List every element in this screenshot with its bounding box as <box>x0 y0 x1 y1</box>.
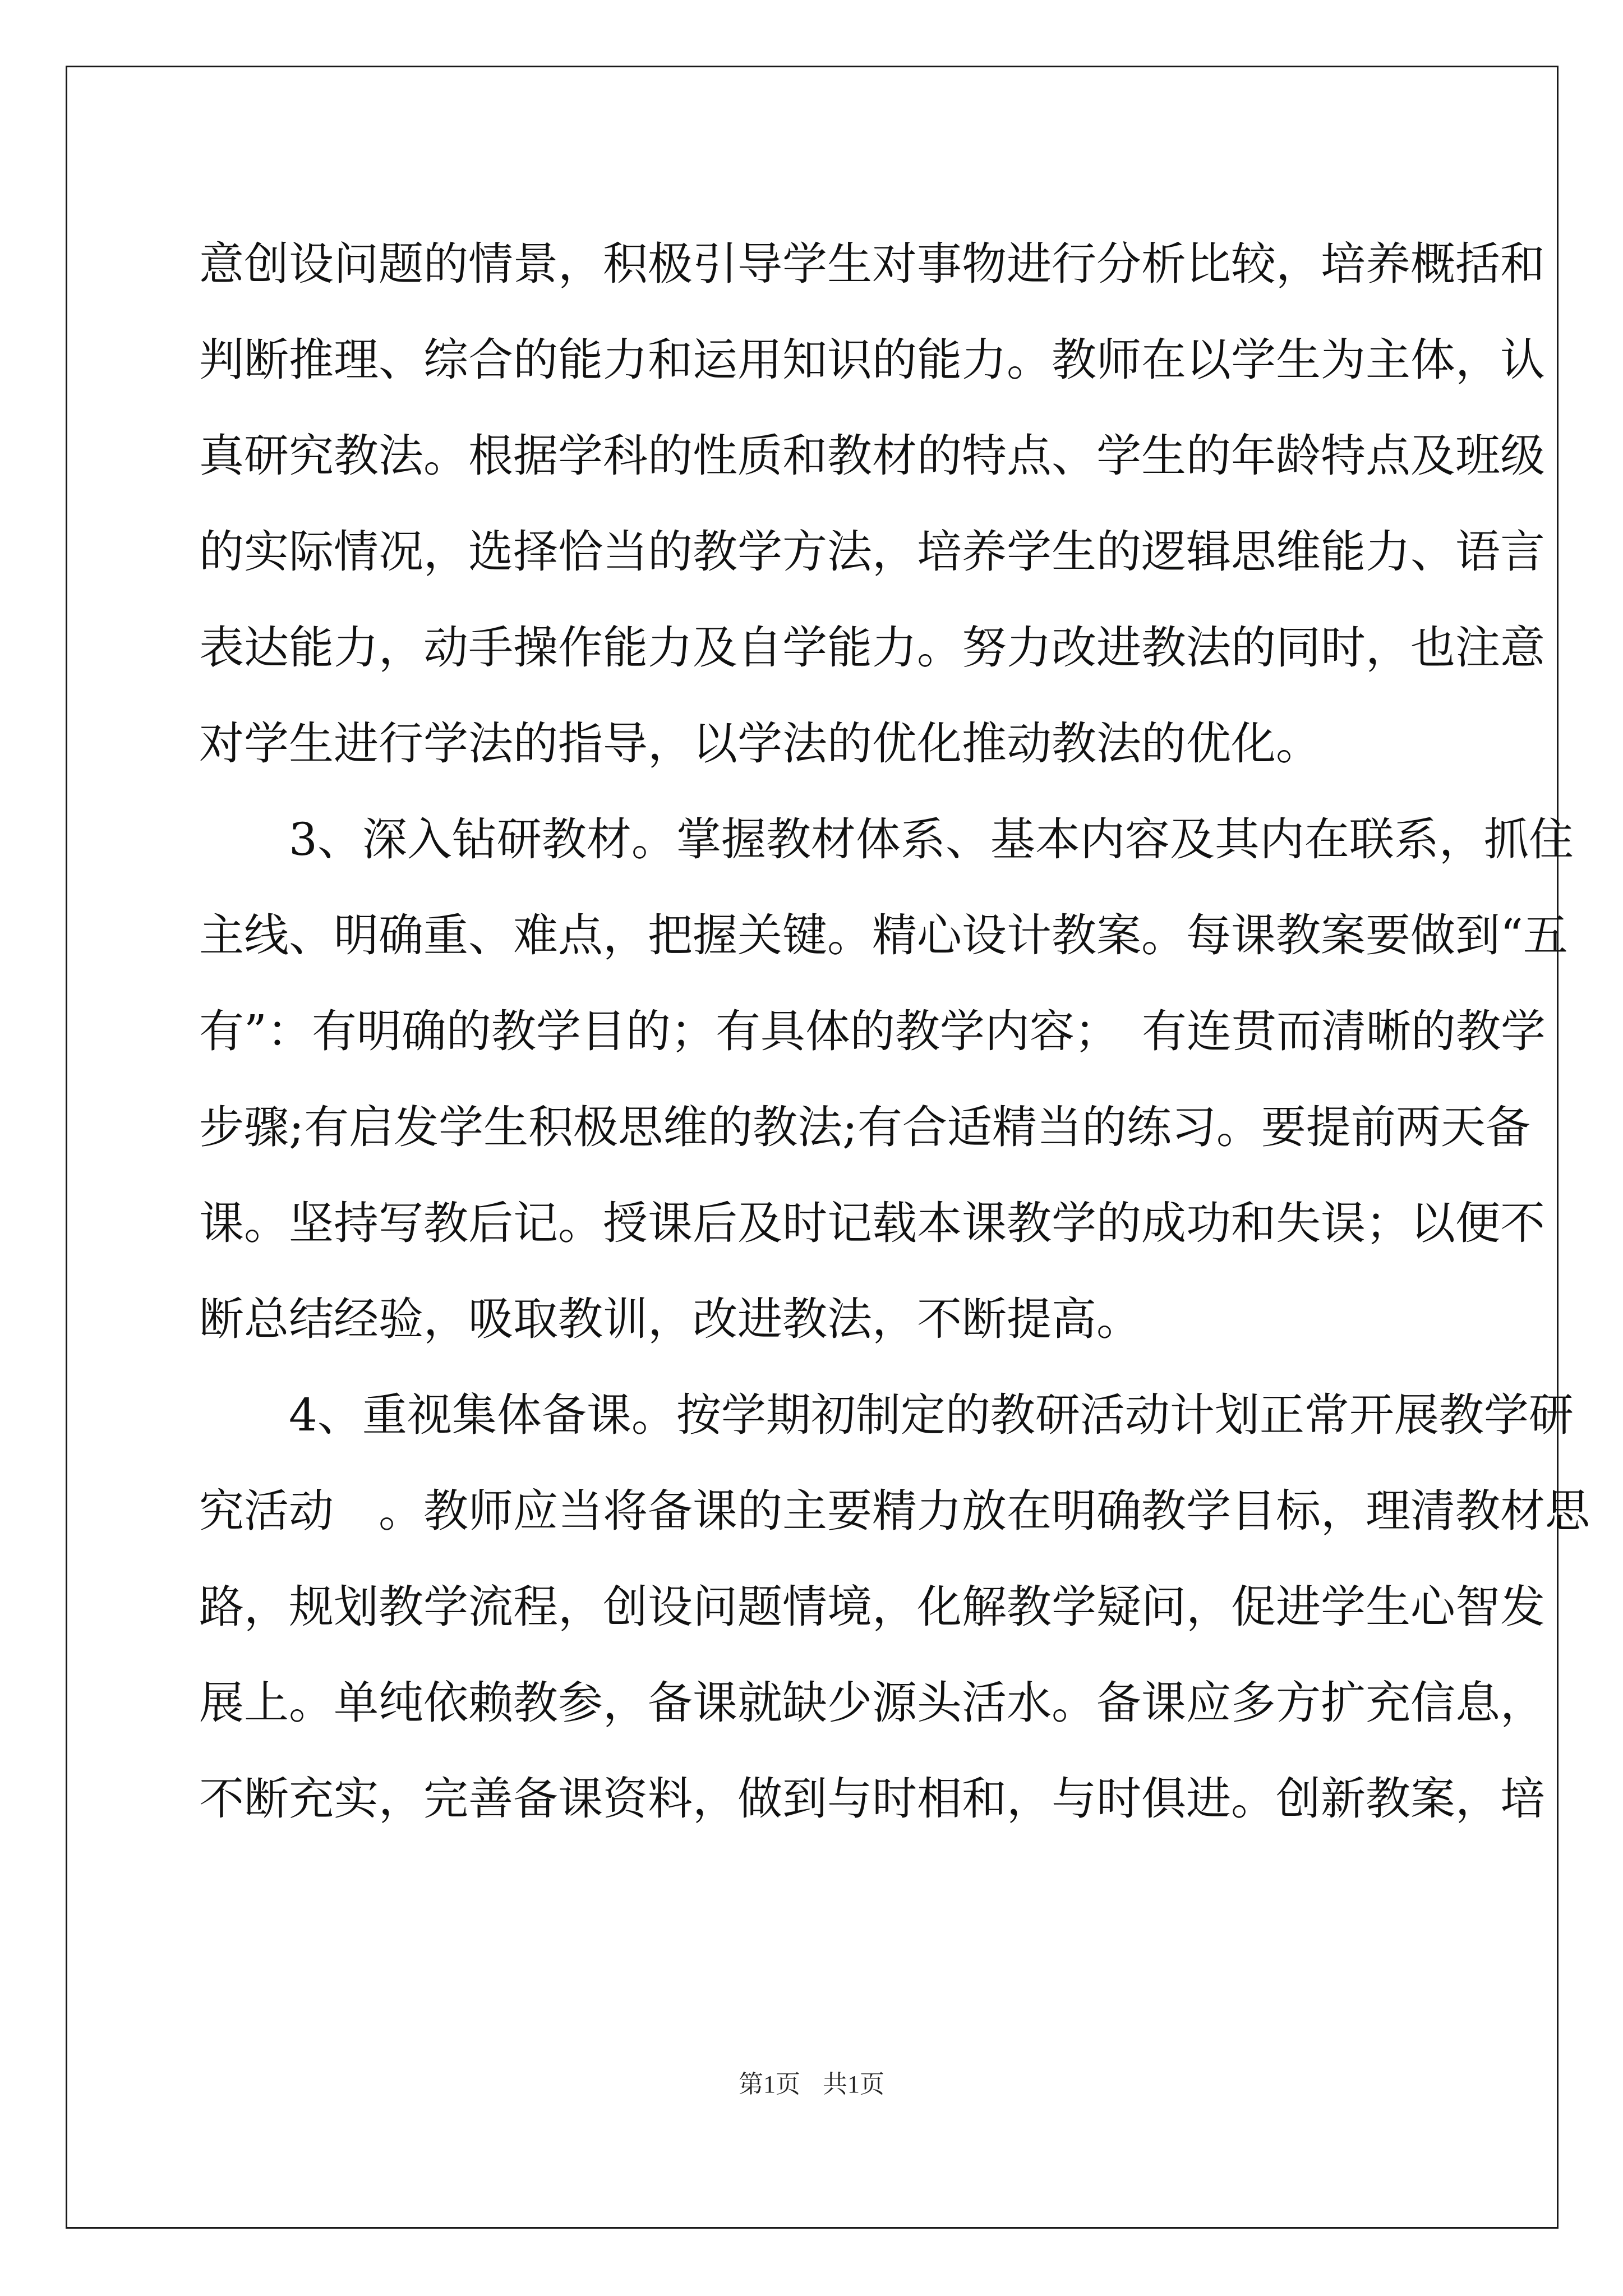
text-line: 课。坚持写教后记。授课后及时记载本课教学的成功和失误；以便不 <box>199 1197 1545 1249</box>
text-line: 步骤;有启发学生积极思维的教法;有合适精当的练习。要提前两天备 <box>199 1101 1530 1153</box>
text-line: 对学生进行学法的指导，以学法的优化推动教法的优化。 <box>199 717 1321 770</box>
text-line: 路，规划教学流程，创设问题情境，化解教学疑问，促进学生心智发 <box>199 1581 1545 1633</box>
text-line: 不断充实，完善备课资料，做到与时相和，与时俱进。创新教案，培 <box>199 1773 1545 1825</box>
text-line: 断总结经验，吸取教训，改进教法，不断提高。 <box>199 1293 1141 1345</box>
text-line: 的实际情况，选择恰当的教学方法，培养学生的逻辑思维能力、语言 <box>199 526 1545 578</box>
paragraph-start-line: 3、深入钻研教材。掌握教材体系、基本内容及其内在联系，抓住 <box>289 813 1574 866</box>
text-line: 判断推理、综合的能力和运用知识的能力。教师在以学生为主体，认 <box>199 334 1545 386</box>
text-line: 真研究教法。根据学科的性质和教材的特点、学生的年龄特点及班级 <box>199 430 1545 482</box>
text-line: 展上。单纯依赖教参，备课就缺少源头活水。备课应多方扩充信息， <box>199 1677 1545 1729</box>
page-number: 第1页 <box>739 2070 800 2098</box>
page-total: 共1页 <box>823 2070 884 2098</box>
page-footer <box>0 2068 1623 2101</box>
text-line: 表达能力，动手操作能力及自学能力。努力改进教法的同时，也注意 <box>199 622 1545 674</box>
text-line: 究活动 。教师应当将备课的主要精力放在明确教学目标，理清教材思 <box>199 1485 1590 1537</box>
paragraph-start-line: 4、重视集体备课。按学期初制定的教研活动计划正常开展教学研 <box>289 1389 1574 1441</box>
text-line: 意创设问题的情景，积极引导学生对事物进行分析比较，培养概括和 <box>199 238 1545 290</box>
document-body <box>199 216 1590 1847</box>
text-line: 主线、明确重、难点，把握关键。精心设计教案。每课教案要做到“五 <box>199 909 1568 961</box>
text-line: 有”：有明确的教学目的；有具体的教学内容； 有连贯而清晰的教学 <box>199 1005 1546 1057</box>
